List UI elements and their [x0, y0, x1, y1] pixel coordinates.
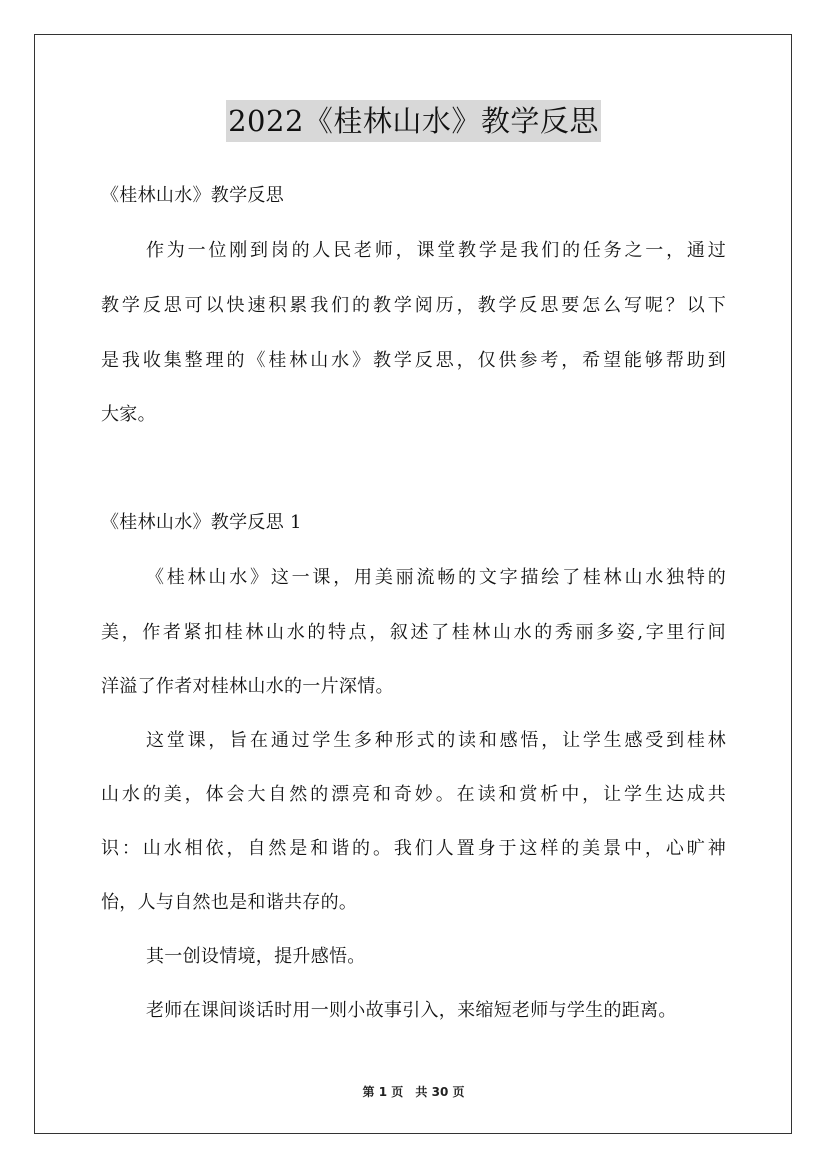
section-heading: 《桂林山水》教学反思 1	[101, 512, 302, 533]
paragraph-line: 《桂林山水》这一课，用美丽流畅的文字描绘了桂林山水独特的	[146, 567, 726, 588]
intro-line: 大家。	[101, 404, 156, 425]
paragraph-line: 识：山水相依，自然是和谐的。我们人置身于这样的美景中，心旷神	[101, 838, 726, 859]
title-wrap	[0, 100, 827, 142]
page-number-current: 第 1 页	[362, 1085, 404, 1099]
page-number-total: 共 30 页	[415, 1085, 465, 1099]
document-title: 2022《桂林山水》教学反思	[226, 100, 601, 142]
paragraph-line: 怡，人与自然也是和谐共存的。	[101, 892, 358, 913]
paragraph-line: 山水的美，体会大自然的漂亮和奇妙。在读和赏析中，让学生达成共	[101, 784, 726, 805]
intro-line: 教学反思可以快速积累我们的教学阅历，教学反思要怎么写呢？以下	[101, 295, 726, 316]
paragraph-line: 老师在课间谈话时用一则小故事引入，来缩短老师与学生的距离。	[146, 1000, 677, 1021]
subtitle: 《桂林山水》教学反思	[101, 185, 284, 206]
page-footer	[0, 1083, 827, 1100]
paragraph-line: 美，作者紧扣桂林山水的特点，叙述了桂林山水的秀丽多姿,字里行间	[101, 622, 726, 643]
paragraph-line: 其一创设情境，提升感悟。	[146, 946, 366, 967]
paragraph-line: 这堂课，旨在通过学生多种形式的读和感悟，让学生感受到桂林	[146, 730, 726, 751]
paragraph-line: 洋溢了作者对桂林山水的一片深情。	[101, 676, 394, 697]
intro-line: 作为一位刚到岗的人民老师，课堂教学是我们的任务之一，通过	[146, 240, 726, 261]
intro-line: 是我收集整理的《桂林山水》教学反思，仅供参考，希望能够帮助到	[101, 350, 726, 371]
